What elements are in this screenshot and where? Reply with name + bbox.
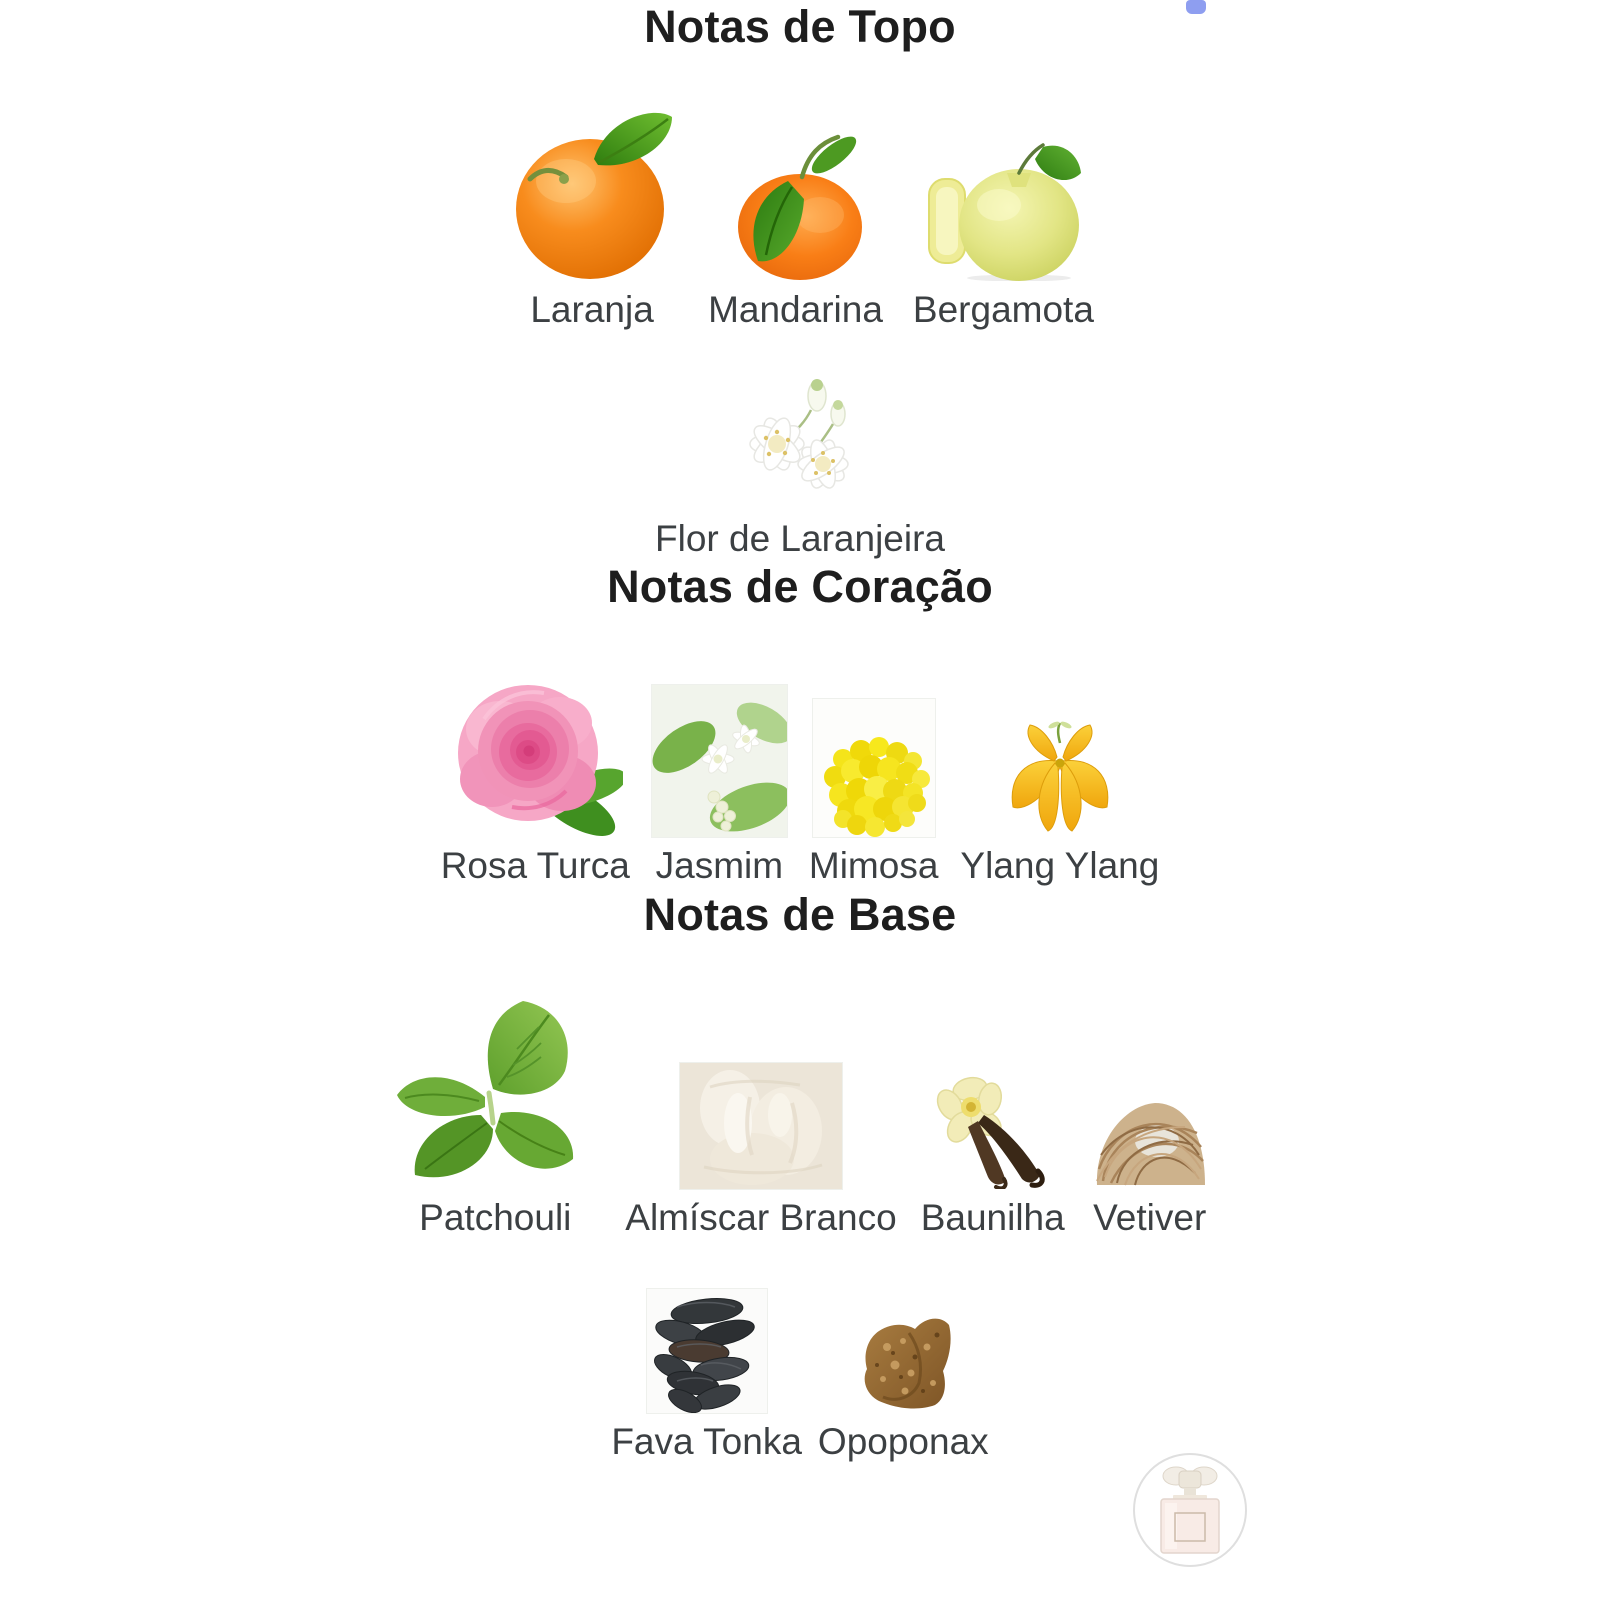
jasmim-icon [652,685,787,837]
mandarina-icon [716,123,876,281]
note-rosa-turca [441,659,630,888]
note-label: Baunilha [920,1196,1065,1238]
section-base-notes [389,888,1210,1464]
vetiver-icon [1089,1089,1211,1189]
note-fava-tonka [611,1289,802,1464]
almiscar-branco-icon [680,1063,842,1189]
flor-de-laranjeira-icon [725,368,875,510]
note-ylang-ylang [960,715,1159,888]
blossom-a [749,415,806,473]
note-baunilha [921,1073,1065,1240]
note-opoponax [818,1307,989,1464]
note-label: Ylang Ylang [960,845,1160,887]
opoponax-icon [849,1307,957,1413]
note-flor-de-laranjeira [655,368,945,561]
rosa-turca-icon [448,659,623,837]
laranja-orange-icon [506,103,678,281]
note-vetiver [1089,1089,1211,1240]
note-label: Opoponax [817,1421,989,1463]
note-mandarina [708,123,883,332]
top-notes-row-2 [506,368,1094,561]
base-notes-row-2 [389,1289,1210,1464]
note-laranja [506,103,678,332]
note-mimosa [809,699,939,888]
note-bergamota [913,133,1094,332]
note-label: Flor de Laranjeira [655,517,945,559]
section-heart-notes [441,560,1160,888]
bergamota-icon [921,133,1086,281]
base-notes-row-1 [389,993,1210,1240]
note-label: Almíscar Branco [625,1196,897,1238]
note-label: Bergamota [912,289,1094,331]
note-label: Jasmim [655,845,784,887]
scrollbar-thumb[interactable] [1186,0,1206,14]
note-patchouli [389,993,601,1240]
baunilha-icon [928,1073,1058,1189]
section-top-notes [506,0,1094,560]
perfume-bottle-icon [1152,1463,1228,1557]
heart-notes-row [441,659,1160,888]
patchouli-icon [389,993,601,1189]
note-label: Fava Tonka [611,1421,802,1463]
note-label: Mimosa [808,845,939,887]
note-label: Patchouli [419,1196,572,1238]
heart-notes-title: Notas de Coração [607,561,993,613]
note-label: Laranja [530,289,654,331]
base-notes-title: Notas de Base [643,888,957,940]
ylang-ylang-icon [996,715,1124,837]
note-jasmim [652,685,787,888]
top-notes-title: Notas de Topo [644,1,956,52]
note-almiscar-branco [625,1063,896,1240]
note-label: Vetiver [1093,1196,1207,1238]
perfume-widget-button[interactable] [1133,1453,1247,1567]
top-notes-row-1 [506,103,1094,332]
blossom-b [797,437,849,491]
note-label: Mandarina [708,289,883,331]
note-label: Rosa Turca [440,845,630,887]
fava-tonka-icon [647,1289,767,1413]
mimosa-icon [813,699,935,837]
